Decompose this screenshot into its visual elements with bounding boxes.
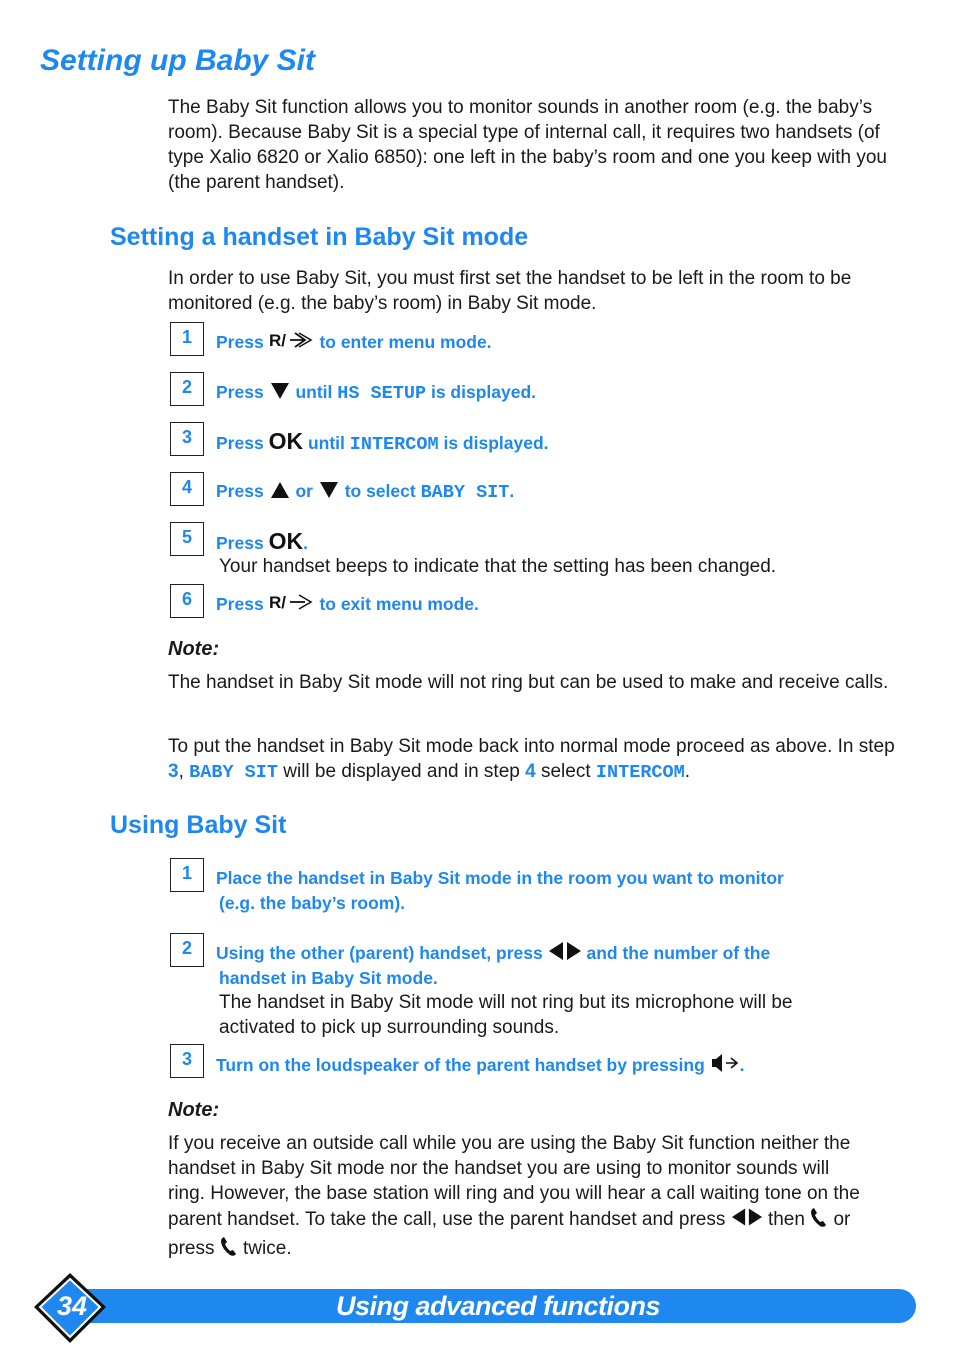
- svg-text:R/: R/: [268, 593, 286, 612]
- note-text-part: ,: [178, 761, 184, 782]
- display-text: HS SETUP: [337, 383, 427, 404]
- up-arrow-key-icon: [269, 480, 291, 507]
- note-line: handset in Baby Sit mode nor the handset you are using to monitor sounds will: [168, 1158, 830, 1179]
- note-label: Note:: [168, 638, 220, 660]
- step-text: Press: [216, 332, 264, 352]
- loudspeaker-key-icon: [710, 1052, 740, 1081]
- note-line: ring. However, the base station will ring and you will hear a call waiting tone on the: [168, 1183, 860, 1204]
- step-text: Press: [216, 533, 264, 553]
- step-text: or: [295, 481, 313, 501]
- note-text-part: then: [767, 1209, 805, 1230]
- page-title: Setting up Baby Sit: [40, 44, 316, 77]
- step-text: Press: [216, 433, 264, 453]
- using-step-2-text2: activated to pick up surrounding sounds.: [219, 1017, 560, 1038]
- down-arrow-key-icon: [318, 480, 340, 507]
- step-text: to enter menu mode.: [319, 332, 492, 352]
- note-text-part: or: [833, 1209, 851, 1230]
- display-text: INTERCOM: [595, 762, 685, 783]
- step-text: Press: [216, 594, 264, 614]
- section1-intro: In order to use Baby Sit, you must first set the handset to be left in the room to be monitored (e.g. the baby’s room) in Baby Sit mode.: [168, 268, 852, 314]
- step-text: .: [509, 481, 515, 501]
- note-line: [168, 1206, 918, 1235]
- step-number: 1: [170, 322, 204, 356]
- r-menu-key-icon: [269, 591, 315, 620]
- note-text-part: .: [684, 761, 691, 782]
- section-heading-baby-sit-mode: Setting a handset in Baby Sit mode: [110, 223, 529, 251]
- step-number: 5: [170, 522, 204, 556]
- step-reference: 3: [168, 761, 179, 782]
- page-number: 34: [56, 1291, 88, 1321]
- note-label: Note:: [168, 1099, 220, 1121]
- step-number: 3: [170, 422, 204, 456]
- step-text: .: [739, 1055, 745, 1075]
- note-text-part: twice.: [243, 1238, 292, 1259]
- using-step-2-text1: The handset in Baby Sit mode will not ring but its microphone will be: [219, 992, 793, 1013]
- step-text: .: [303, 533, 308, 553]
- note-text-part: select: [540, 761, 591, 782]
- note-text-2: [168, 734, 903, 785]
- note-text-part: will be displayed and in step: [283, 761, 520, 782]
- left-right-arrow-key-icon: [731, 1206, 763, 1235]
- phone-key-icon: [810, 1206, 828, 1235]
- intro-paragraph: The Baby Sit function allows you to monitor sounds in another room (e.g. the baby’s room). Because Baby Sit is a special type of internal call, it requires two handsets (of type Xalio 6820 or Xalio 6850): one left in the baby’s room and one you keep with you (the parent handset).: [168, 97, 887, 193]
- step-text: Press: [216, 481, 264, 501]
- step-5-instruction: [216, 529, 308, 556]
- step-number: 4: [170, 472, 204, 506]
- down-arrow-key-icon: [269, 381, 291, 408]
- note-text-part: press: [168, 1238, 215, 1259]
- step-1-instruction: [216, 329, 492, 358]
- step-number: 1: [170, 858, 204, 892]
- display-text: INTERCOM: [349, 434, 439, 455]
- step-6-instruction: [216, 591, 479, 620]
- step-5-result: Your handset beeps to indicate that the setting has been changed.: [219, 556, 777, 577]
- ok-key-icon: OK: [268, 428, 304, 454]
- note-paragraph: [168, 1131, 918, 1264]
- step-2-instruction: [216, 380, 536, 408]
- step-3-instruction: [216, 429, 549, 457]
- ok-key-icon: OK: [268, 528, 304, 554]
- note-text-part: parent handset. To take the call, use the parent handset and press: [168, 1209, 726, 1230]
- step-4-instruction: [216, 479, 514, 507]
- using-step-1-line2: (e.g. the baby’s room).: [219, 893, 406, 913]
- r-menu-key-icon: [269, 329, 315, 358]
- svg-text:R/: R/: [268, 331, 286, 350]
- left-right-arrow-key-icon: [548, 940, 582, 969]
- using-step-1-line1: Place the handset in Baby Sit mode in the room you want to monitor: [216, 868, 784, 888]
- step-text: Press: [216, 382, 264, 402]
- step-text: Turn on the loudspeaker of the parent handset by pressing: [216, 1055, 705, 1075]
- step-text: to exit menu mode.: [319, 594, 479, 614]
- note-line: [168, 1235, 918, 1264]
- step-text: until: [307, 433, 345, 453]
- footer-title: Using advanced functions: [336, 1291, 661, 1321]
- phone-key-icon: [220, 1235, 238, 1264]
- step-number: 6: [170, 584, 204, 618]
- display-text: BABY SIT: [189, 762, 278, 783]
- step-number: 3: [170, 1044, 204, 1078]
- using-step-2-line1: [216, 940, 770, 969]
- using-step-2-line2: handset in Baby Sit mode.: [219, 968, 438, 988]
- step-text: and the number of the: [586, 943, 771, 963]
- step-text: to select: [344, 481, 416, 501]
- note-line: If you receive an outside call while you are using the Baby Sit function neither the: [168, 1133, 851, 1154]
- step-text: Using the other (parent) handset, press: [216, 943, 543, 963]
- step-text: is displayed.: [430, 382, 536, 402]
- step-number: 2: [170, 933, 204, 967]
- using-step-3-instruction: [216, 1052, 745, 1081]
- display-text: BABY SIT: [420, 482, 510, 503]
- note-text-part: To put the handset in Baby Sit mode back into normal mode proceed as above. In step: [168, 736, 895, 757]
- step-reference: 4: [525, 761, 536, 782]
- step-number: 2: [170, 372, 204, 406]
- section-heading-using-baby-sit: Using Baby Sit: [110, 811, 287, 839]
- step-text: is displayed.: [443, 433, 549, 453]
- note-text: The handset in Baby Sit mode will not ring but can be used to make and receive calls.: [168, 672, 889, 693]
- step-text: until: [295, 382, 333, 402]
